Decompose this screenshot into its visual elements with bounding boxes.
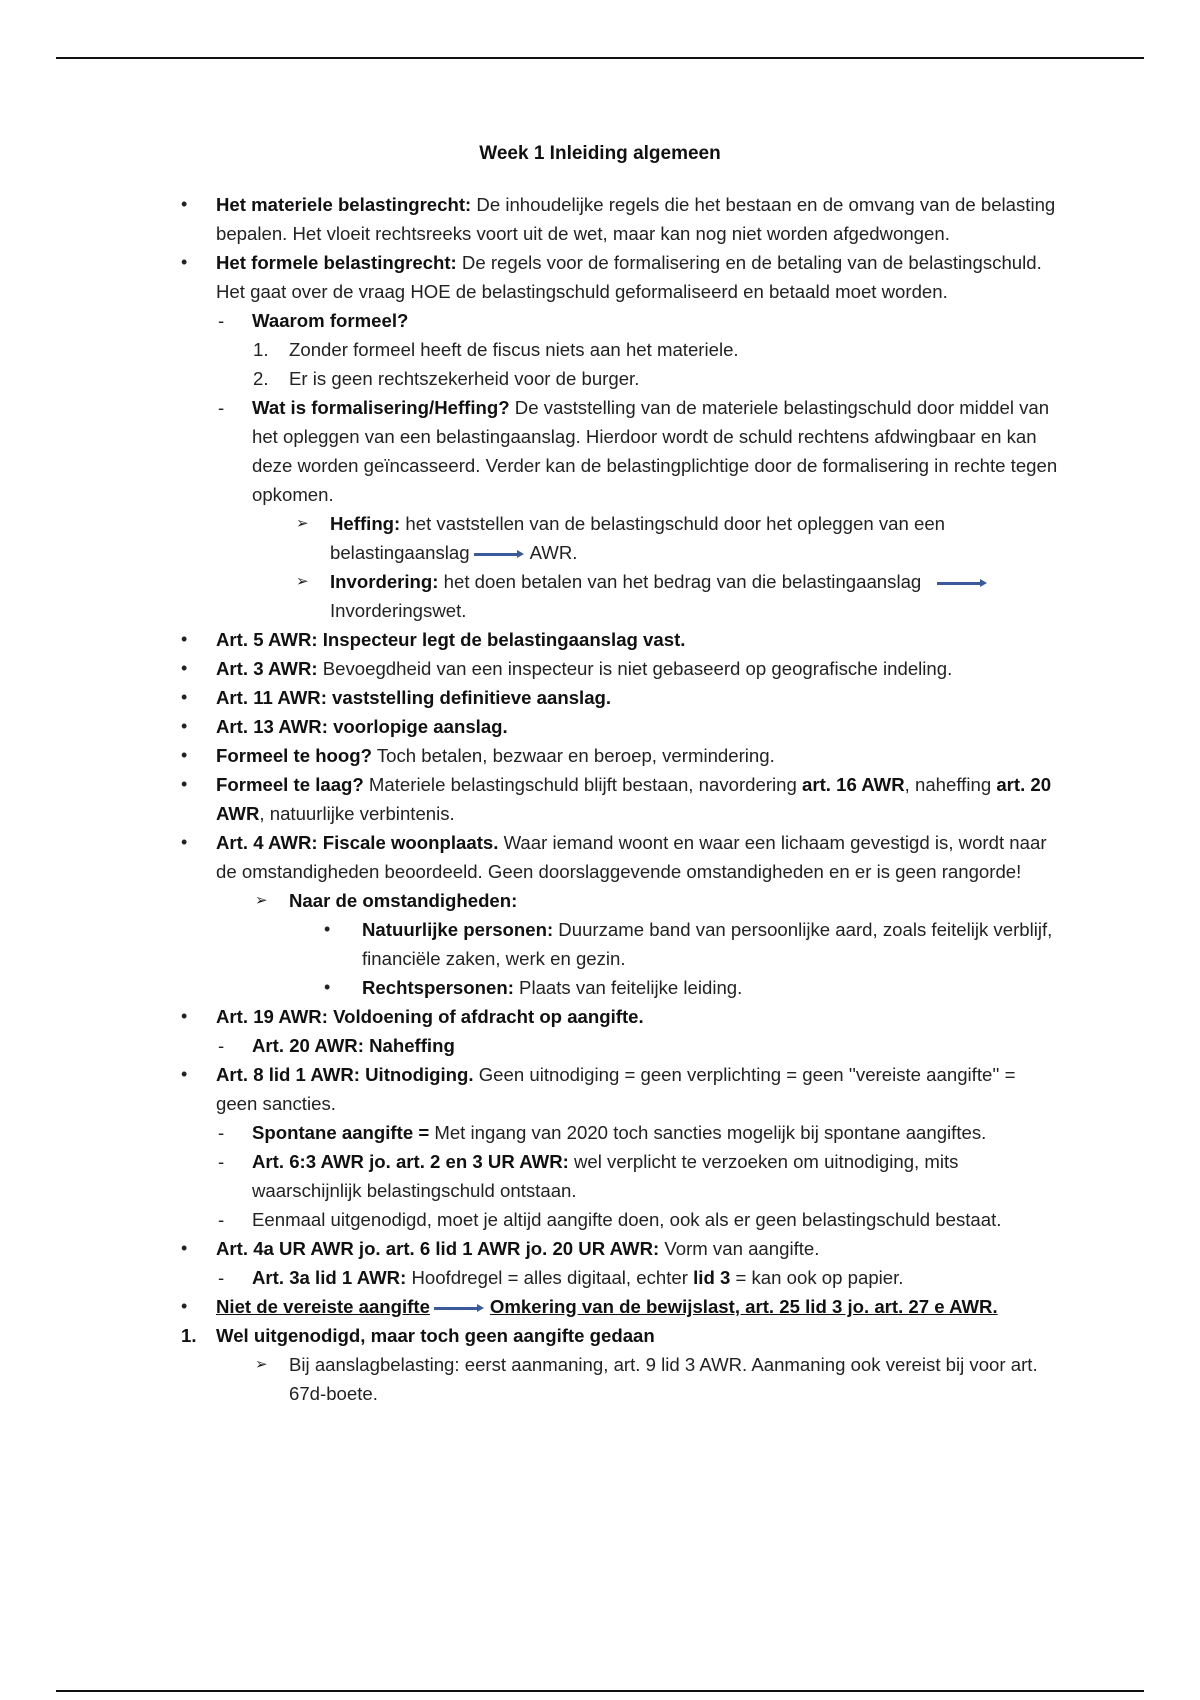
dash-marker: - [218, 1151, 225, 1172]
list-item: • Art. 4 AWR: Fiscale woonplaats. Waar iemand woont en waar een lichaam gevestigd is, wordt naar de omstandigheden beoordeeld. Geen doorslaggevende omstandigheden en er is geen rangorde! [181, 828, 1061, 886]
bullet-icon: • [181, 1296, 188, 1316]
list-item: - Art. 6:3 AWR jo. art. 2 en 3 UR AWR: wel verplicht te verzoeken om uitnodiging, mits waarschijnlijk belastingschuld ontstaan. [181, 1147, 1061, 1205]
list-item: • Het materiele belastingrecht: De inhoudelijke regels die het bestaan en de omvang van de belasting bepalen. Het vloeit rechtsreeks voort uit de wet, maar kan nog niet worden afgedwongen. [181, 190, 1061, 248]
list-item: 1. Wel uitgenodigd, maar toch geen aangifte gedaan [181, 1321, 1061, 1350]
list-item: • Art. 13 AWR: voorlopige aanslag. [181, 712, 1061, 741]
arrow-right-icon [937, 578, 989, 588]
bullet-icon: • [181, 1064, 188, 1084]
arrow-right-icon [434, 1303, 486, 1313]
bullet-icon: • [181, 252, 188, 272]
list-item: • Formeel te hoog? Toch betalen, bezwaar en beroep, vermindering. [181, 741, 1061, 770]
list-item: • Art. 3 AWR: Bevoegdheid van een inspecteur is niet gebaseerd op geografische indeling. [181, 654, 1061, 683]
list-item: ➢ Naar de omstandigheden: [181, 886, 1061, 915]
bullet-icon: • [181, 1238, 188, 1258]
bullet-icon: • [181, 658, 188, 678]
document-body [181, 190, 1061, 1408]
dash-marker: - [218, 1122, 225, 1143]
arrow-right-icon [474, 549, 526, 559]
dash-marker: - [218, 1209, 225, 1230]
list-item: • Art. 19 AWR: Voldoening of afdracht op aangifte. [181, 1002, 1061, 1031]
header-rule [56, 57, 1144, 59]
list-item: • Natuurlijke personen: Duurzame band van persoonlijke aard, zoals feitelijk verblijf, financiële zaken, werk en gezin. [181, 915, 1061, 973]
list-item: - Eenmaal uitgenodigd, moet je altijd aangifte doen, ook als er geen belastingschuld bestaat. [181, 1205, 1061, 1234]
list-item: ➢ Invordering: het doen betalen van het bedrag van die belastingaanslag Invorderingswet. [181, 567, 1061, 625]
arrowhead-bullet-icon: ➢ [255, 1356, 268, 1373]
list-item: • Niet de vereiste aangifte Omkering van de bewijslast, art. 25 lid 3 jo. art. 27 e AWR. [181, 1292, 1061, 1321]
list-item: • Art. 11 AWR: vaststelling definitieve aanslag. [181, 683, 1061, 712]
list-item: - Art. 20 AWR: Naheffing [181, 1031, 1061, 1060]
list-item: 2. Er is geen rechtszekerheid voor de burger. [181, 364, 1061, 393]
dash-marker: - [218, 397, 225, 418]
arrowhead-bullet-icon: ➢ [296, 573, 309, 590]
list-item: • Formeel te laag? Materiele belastingschuld blijft bestaan, navordering art. 16 AWR, naheffing art. 20 AWR, natuurlijke verbintenis. [181, 770, 1061, 828]
list-item: • Art. 5 AWR: Inspecteur legt de belastingaanslag vast. [181, 625, 1061, 654]
bullet-icon: • [181, 1006, 188, 1026]
list-item: • Het formele belastingrecht: De regels voor de formalisering en de betaling van de belastingschuld. Het gaat over de vraag HOE de belastingschuld geformaliseerd en betaald moet worden. [181, 248, 1061, 306]
list-item: • Art. 8 lid 1 AWR: Uitnodiging. Geen uitnodiging = geen verplichting = geen ''vereiste aangifte'' = geen sancties. [181, 1060, 1061, 1118]
list-item: • Rechtspersonen: Plaats van feitelijke leiding. [181, 973, 1061, 1002]
bullet-icon: • [181, 716, 188, 736]
list-item: ➢ Heffing: het vaststellen van de belastingschuld door het opleggen van een belastingaanslag AWR. [181, 509, 1061, 567]
number-marker: 1. [253, 339, 269, 360]
dash-marker: - [218, 1267, 225, 1288]
bullet-icon: • [181, 687, 188, 707]
arrowhead-bullet-icon: ➢ [296, 515, 309, 532]
bullet-icon: • [181, 832, 188, 852]
list-item: - Spontane aangifte = Met ingang van 2020 toch sancties mogelijk bij spontane aangiftes. [181, 1118, 1061, 1147]
list-item: - Art. 3a lid 1 AWR: Hoofdregel = alles digitaal, echter lid 3 = kan ook op papier. [181, 1263, 1061, 1292]
arrowhead-bullet-icon: ➢ [255, 892, 268, 909]
list-item: • Art. 4a UR AWR jo. art. 6 lid 1 AWR jo. 20 UR AWR: Vorm van aangifte. [181, 1234, 1061, 1263]
list-item: ➢ Bij aanslagbelasting: eerst aanmaning, art. 9 lid 3 AWR. Aanmaning ook vereist bij voor art. 67d-boete. [181, 1350, 1061, 1408]
bullet-icon: • [324, 919, 331, 939]
bullet-icon: • [181, 194, 188, 214]
bullet-icon: • [181, 745, 188, 765]
footer-rule [56, 1690, 1144, 1692]
number-marker: 2. [253, 368, 269, 389]
list-item: 1. Zonder formeel heeft de fiscus niets aan het materiele. [181, 335, 1061, 364]
number-marker: 1. [181, 1325, 197, 1346]
bullet-icon: • [181, 774, 188, 794]
list-item: - Wat is formalisering/Heffing? De vaststelling van de materiele belastingschuld door middel van het opleggen van een belastingaanslag. Hierdoor wordt de schuld rechtens afdwingbaar en kan deze worden geïncasseerd. Verder kan de belastingplichtige door de formalisering in rechte tegen opkomen. [181, 393, 1061, 509]
page-title: Week 1 Inleiding algemeen [479, 143, 721, 164]
dash-marker: - [218, 1035, 225, 1056]
dash-marker: - [218, 310, 225, 331]
bullet-icon: • [324, 977, 331, 997]
list-item: - Waarom formeel? [181, 306, 1061, 335]
bullet-icon: • [181, 629, 188, 649]
